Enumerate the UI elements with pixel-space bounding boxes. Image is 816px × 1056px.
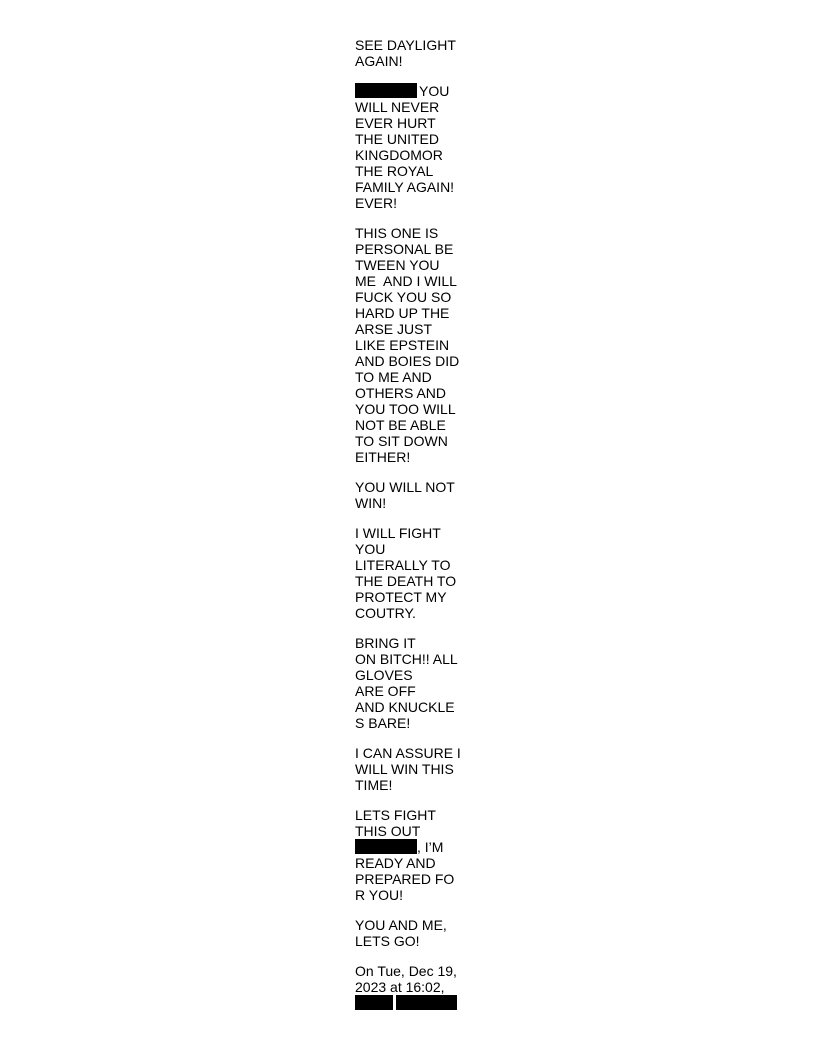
text-line: 2023 at 16:02,	[355, 979, 445, 995]
quoted-reply-header	[355, 963, 467, 1011]
paragraph-never-hurt	[355, 83, 467, 211]
text-line: ARE OFF	[355, 683, 416, 699]
text-line: S BARE!	[355, 715, 411, 731]
text-line: R YOU!	[355, 887, 403, 903]
text-line: ON BITCH!! ALL	[355, 651, 458, 667]
text-line: EVER HURT	[355, 115, 436, 131]
text-line: PREPARED FO	[355, 871, 455, 887]
text-line: YOU TOO WILL	[355, 401, 456, 417]
text-line: PROTECT MY	[355, 589, 447, 605]
text-line: THIS OUT	[355, 823, 421, 839]
text-line: YOU AND ME,	[355, 917, 447, 933]
text-line: On Tue, Dec 19,	[355, 963, 457, 979]
text-line: THE UNITED	[355, 131, 439, 147]
text-line: WIN!	[355, 495, 387, 511]
text-line: TO SIT DOWN	[355, 433, 448, 449]
redaction-bar	[396, 995, 457, 1010]
text-line: I CAN ASSURE I	[355, 745, 461, 761]
text-fragment: YOU	[419, 83, 450, 99]
text-line: YOU	[355, 541, 386, 557]
text-line: FUCK YOU SO	[355, 289, 452, 305]
text-line: THE ROYAL	[355, 163, 434, 179]
text-line: ME AND I WILL	[355, 273, 457, 289]
redaction-bar	[355, 83, 417, 98]
paragraph-you-and-me	[355, 917, 467, 949]
text-line: SEE DAYLIGHT	[355, 37, 456, 53]
text-line: LITERALLY TO	[355, 557, 451, 573]
text-line: AND KNUCKLE	[355, 699, 455, 715]
text-line: EVER!	[355, 195, 398, 211]
text-line: HARD UP THE	[355, 305, 450, 321]
text-line: TO ME AND	[355, 369, 432, 385]
text-line: READY AND	[355, 855, 436, 871]
redaction-bar	[355, 995, 393, 1010]
paragraph-bring-it	[355, 635, 467, 731]
redacted-sender-line	[355, 995, 467, 1011]
text-line: PERSONAL BE	[355, 241, 454, 257]
text-line-with-redaction	[355, 83, 467, 99]
text-line: LETS GO!	[355, 933, 420, 949]
paragraph-will-not-win	[355, 479, 467, 511]
text-fragment: , I’M	[417, 839, 444, 855]
text-line: OTHERS AND	[355, 385, 447, 401]
text-line: BRING IT	[355, 635, 416, 651]
email-body	[355, 37, 467, 1025]
text-line: KINGDOMOR	[355, 147, 443, 163]
text-line: FAMILY AGAIN!	[355, 179, 455, 195]
text-line: NOT BE ABLE	[355, 417, 446, 433]
paragraph-daylight	[355, 37, 467, 69]
text-line-with-redaction	[355, 839, 467, 855]
text-line: COUTRY.	[355, 605, 416, 621]
text-line: WILL WIN THIS	[355, 761, 454, 777]
text-line: WILL NEVER	[355, 99, 440, 115]
text-line: I WILL FIGHT	[355, 525, 441, 541]
text-line: THIS ONE IS	[355, 225, 439, 241]
redaction-bar	[355, 839, 417, 854]
text-line: TWEEN YOU	[355, 257, 440, 273]
text-line: LIKE EPSTEIN	[355, 337, 450, 353]
paragraph-personal	[355, 225, 467, 465]
paragraph-assure	[355, 745, 467, 793]
paragraph-lets-fight	[355, 807, 467, 903]
text-line: YOU WILL NOT	[355, 479, 455, 495]
text-line: LETS FIGHT	[355, 807, 436, 823]
text-line: EITHER!	[355, 449, 411, 465]
text-line: AND BOIES DID	[355, 353, 460, 369]
text-line: AGAIN!	[355, 53, 403, 69]
text-line: ARSE JUST	[355, 321, 433, 337]
paragraph-fight	[355, 525, 467, 621]
text-line: TIME!	[355, 777, 393, 793]
text-line: THE DEATH TO	[355, 573, 457, 589]
text-line: GLOVES	[355, 667, 413, 683]
